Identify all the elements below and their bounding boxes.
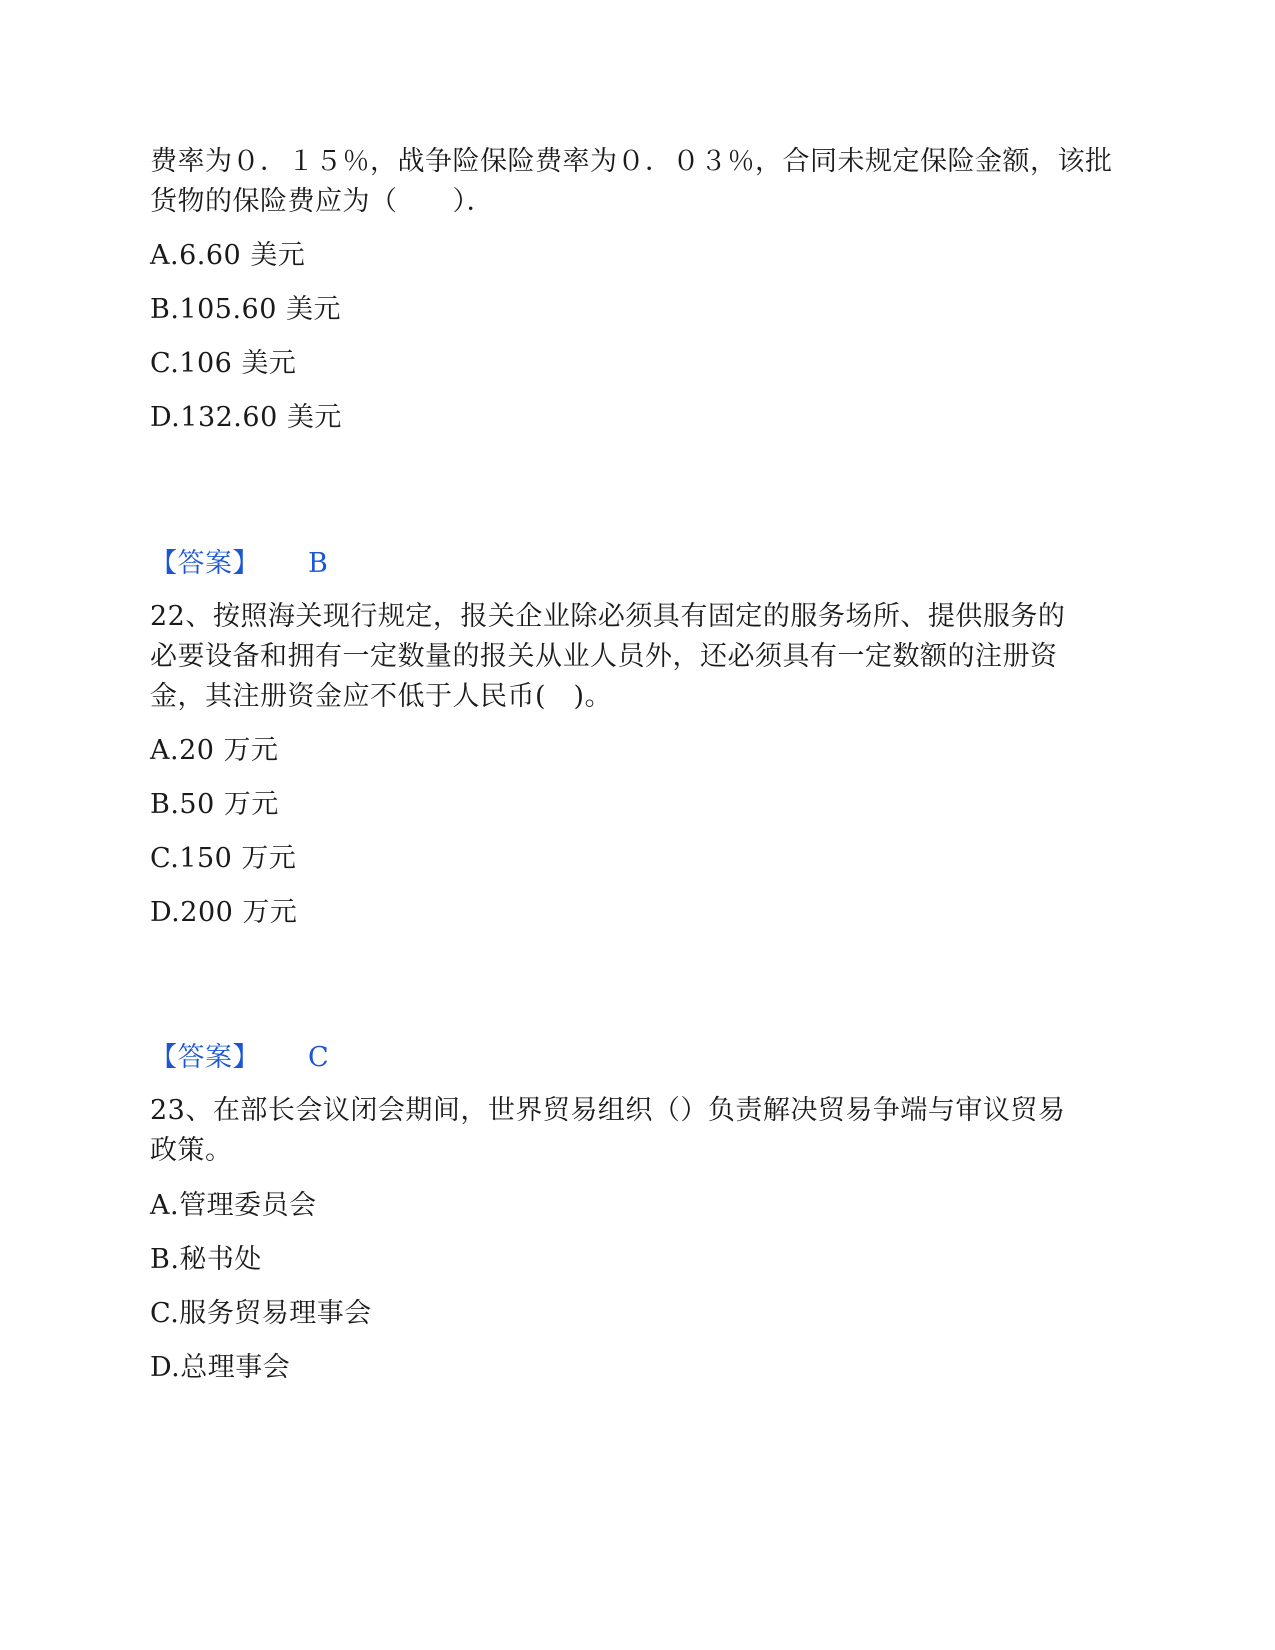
q21-option-b: B.105.60 美元 xyxy=(150,294,341,325)
answer-value: C xyxy=(308,1042,330,1073)
q21-stem-line2: 货物的保险费应为（ ）． xyxy=(150,186,494,217)
q21-option-a: A.6.60 美元 xyxy=(150,240,306,271)
q23-stem-line1: 23、在部长会议闭会期间，世界贸易组织（）负责解决贸易争端与审议贸易 xyxy=(150,1095,1066,1126)
q22-option-a: A.20 万元 xyxy=(150,735,279,766)
q22-option-d: D.200 万元 xyxy=(150,897,298,928)
q22-stem-line1: 22、按照海关现行规定，报关企业除必须具有固定的服务场所、提供服务的 xyxy=(150,601,1066,632)
q22-stem-line2: 必要设备和拥有一定数量的报关从业人员外，还必须具有一定数额的注册资 xyxy=(150,641,1058,672)
q21-option-c: C.106 美元 xyxy=(150,348,297,379)
q22-option-c: C.150 万元 xyxy=(150,843,297,874)
q22-stem-line3: 金，其注册资金应不低于人民币( )。 xyxy=(150,681,613,712)
answer-value: B xyxy=(308,548,329,579)
answer-label: 【答案】 xyxy=(150,548,260,579)
q21-answer xyxy=(150,544,328,584)
q21-option-d: D.132.60 美元 xyxy=(150,402,342,433)
q23-option-c: C.服务贸易理事会 xyxy=(150,1298,372,1329)
q21-stem-line1: 费率为０．１５％，战争险保险费率为０．０３％，合同未规定保险金额，该批 xyxy=(150,146,1113,177)
q23-option-a: A.管理委员会 xyxy=(150,1190,317,1221)
answer-label: 【答案】 xyxy=(150,1042,260,1073)
q23-stem-line2: 政策。 xyxy=(150,1135,233,1166)
q22-answer xyxy=(150,1038,329,1078)
q22-option-b: B.50 万元 xyxy=(150,789,279,820)
q23-option-d: D.总理事会 xyxy=(150,1352,291,1383)
q23-option-b: B.秘书处 xyxy=(150,1244,262,1275)
